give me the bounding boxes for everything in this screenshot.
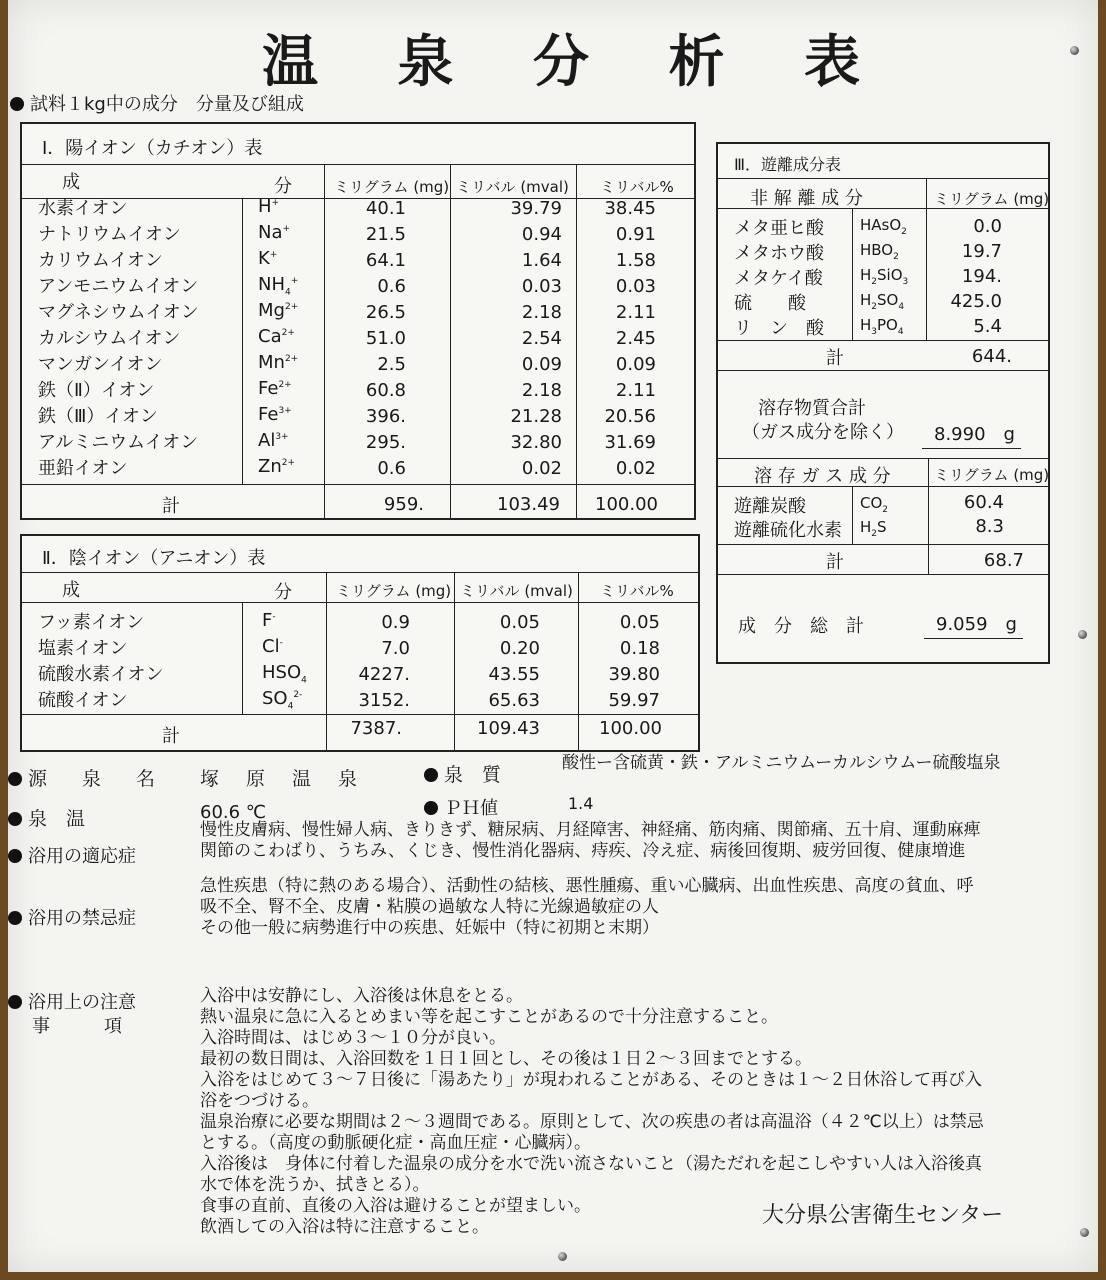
ion-name: カルシウムイオン — [38, 328, 181, 349]
ion-formula: H+ — [258, 196, 280, 217]
dissolved-note: （ガス成分を除く） — [742, 422, 904, 443]
spring-temp-value: 60.6 ℃ — [200, 802, 267, 823]
text-line: その他一般に病勢進行中の疾患、妊娠中（特に初期と末期） — [200, 918, 659, 938]
screw — [1078, 630, 1087, 639]
value-pct: 0.05 — [619, 612, 660, 633]
ion-name: 亜鉛イオン — [38, 458, 128, 479]
header-mg: ミリグラム (mg) — [334, 178, 450, 196]
value-mval: 0.05 — [499, 612, 540, 633]
indications-label-row: 浴用の適応症 — [8, 842, 136, 868]
value-mg: 0.0 — [973, 216, 1002, 237]
header-component: 成 — [62, 172, 80, 193]
value-mg: 5.4 — [973, 316, 1002, 337]
ion-name: マグネシウムイオン — [38, 302, 199, 323]
value-pct: 59.97 — [608, 690, 660, 711]
value-mval: 2.54 — [521, 328, 562, 349]
total-pct: 100.00 — [595, 494, 658, 515]
formula: $CO_2$ — [860, 494, 889, 515]
value-mg: 396. — [365, 406, 406, 427]
value-pct: 38.45 — [604, 198, 656, 219]
value-mval: 0.02 — [521, 458, 562, 479]
value-mg: 21.5 — [365, 224, 406, 245]
value-mval: 65.63 — [488, 690, 540, 711]
value-mval: 1.64 — [521, 250, 562, 271]
indications-text — [200, 820, 981, 862]
ion-formula: $Mg^{2+}$ — [258, 300, 299, 321]
text-line: 浴をつづける。 — [200, 1091, 319, 1111]
ion-name: 水素イオン — [38, 198, 128, 219]
value-mval: 0.20 — [499, 638, 540, 659]
anion-table — [20, 534, 700, 752]
spring-quality-value: 酸性ー含硫黄・鉄・アルミニウムーカルシウムー硫酸塩泉 — [562, 753, 1001, 773]
ion-formula: $Mn^{2+}$ — [258, 352, 299, 373]
value-mg: 26.5 — [365, 302, 406, 323]
value-mval: 2.18 — [521, 380, 562, 401]
source-name-value: 塚 原 温 泉 — [200, 768, 362, 790]
issuer: 大分県公害衛生センター — [762, 1203, 1004, 1228]
text-line: 入浴をはじめて３～７日後に「湯あたり」が現われることがある、そのときは１～２日休浴して再び入 — [200, 1070, 982, 1090]
value-mval: 43.55 — [488, 664, 540, 685]
value-mval: 0.94 — [521, 224, 562, 245]
value-mg: 0.9 — [381, 612, 410, 633]
cautions-label-2: 事 項 — [32, 1016, 122, 1037]
component-name: メタホウ酸 — [734, 243, 824, 264]
ph-row: ＰＨ値 — [424, 794, 498, 820]
formula: $H_2SO_4$ — [860, 291, 905, 312]
free-heading: Ⅲ．遊離成分表 — [734, 155, 842, 174]
ion-name: 鉄（Ⅲ）イオン — [38, 406, 158, 427]
value-pct: 39.80 — [608, 664, 660, 685]
ph-value: 1.4 — [568, 794, 594, 813]
value-mg: 3152. — [358, 690, 410, 711]
ion-name: 硫酸水素イオン — [38, 664, 164, 685]
contraindications-text — [200, 876, 974, 939]
text-line: とする。（高度の動脈硬化症・高血圧症・心臓病）。 — [200, 1133, 591, 1153]
ion-name: マンガンイオン — [38, 354, 163, 375]
gas-total: 68.7 — [983, 550, 1024, 571]
ion-name: アンモニウムイオン — [38, 276, 199, 297]
screw — [1080, 1228, 1089, 1237]
text-line: 温泉治療に必要な期間は２～３週間である。原則として、次の疾患の者は高温浴（４２℃以上）は禁忌 — [200, 1112, 984, 1132]
ion-formula: $Fe^{3+}$ — [258, 404, 292, 425]
gas-name: 遊離炭酸 — [734, 496, 806, 517]
formula: $H_2S$ — [860, 518, 887, 539]
bullet-icon — [10, 97, 24, 111]
ion-formula: F- — [262, 610, 276, 631]
component-name: 硫 酸 — [734, 293, 806, 314]
value-mg: 19.7 — [961, 241, 1002, 262]
header-component: 分 — [274, 582, 292, 603]
nondissociated-header: 非 解 離 成 分 — [750, 188, 863, 209]
ion-name: 硫酸イオン — [38, 690, 128, 711]
screw — [558, 1252, 567, 1261]
dissolved-value: 8.990 g — [922, 420, 1021, 449]
value-mg: 0.6 — [377, 276, 406, 297]
value-mg: 64.1 — [365, 250, 406, 271]
gas-header: 溶 存 ガ ス 成 分 — [754, 466, 891, 487]
value-mg: 7.0 — [381, 638, 410, 659]
value-mg: 8.3 — [975, 516, 1004, 537]
source-name-row: 源 泉 名 — [8, 764, 163, 791]
value-pct: 0.02 — [615, 458, 656, 479]
value-mval: 39.79 — [510, 198, 562, 219]
value-mg: 40.1 — [365, 198, 406, 219]
value-mval: 2.18 — [521, 302, 562, 323]
value-mg: 60.4 — [963, 492, 1004, 513]
ion-name: 鉄（Ⅱ）イオン — [38, 380, 155, 401]
bullet-icon — [424, 768, 438, 782]
grand-total-value: 9.059 g — [924, 610, 1023, 639]
header-component: 分 — [274, 176, 292, 197]
formula: $H_2SiO_3$ — [860, 266, 909, 287]
ion-name: アルミニウムイオン — [38, 432, 199, 453]
dissolved-label: 溶存物質合計 — [758, 398, 866, 419]
value-mg: 4227. — [358, 664, 410, 685]
text-line: 水で体を洗うか、拭きとる）。 — [200, 1175, 430, 1195]
free-components-table — [716, 142, 1050, 664]
header-mval-pct: ミリバル% — [600, 178, 674, 196]
value-pct: 2.45 — [615, 328, 656, 349]
value-pct: 1.58 — [615, 250, 656, 271]
text-line: 入浴後は 身体に付着した温泉の成分を水で洗い流さないこと（湯ただれを起こしやすい人は入浴後真 — [200, 1154, 982, 1174]
text-line: 吸不全、腎不全、皮膚・粘膜の過敏な人特に光線過敏症の人 — [200, 897, 659, 917]
value-mg: 60.8 — [365, 380, 406, 401]
value-mg: 0.6 — [377, 458, 406, 479]
value-pct: 0.18 — [619, 638, 660, 659]
bullet-icon — [8, 911, 22, 925]
ion-formula: Cl- — [262, 636, 283, 657]
cation-table — [20, 122, 696, 520]
total-mg: 7387. — [350, 718, 402, 739]
ion-name: ナトリウムイオン — [38, 224, 181, 245]
value-mg: 425.0 — [950, 291, 1002, 312]
cautions-label-row: 浴用上の注意 — [8, 988, 136, 1014]
header-mg: ミリグラム (mg) — [336, 582, 452, 600]
text-line: 最初の数日間は、入浴回数を１日１回とし、その後は１日２～３回までとする。 — [200, 1049, 812, 1069]
total-mval: 109.43 — [477, 718, 540, 739]
grand-total-label: 成 分 総 計 — [738, 616, 864, 637]
text-line: 関節のこわばり、うちみ、くじき、慢性消化器病、痔疾、冷え症、病後回復期、疲労回復、健康増進 — [200, 841, 966, 861]
value-pct: 0.91 — [615, 224, 656, 245]
component-name: メタ亜ヒ酸 — [734, 218, 824, 239]
component-name: メタケイ酸 — [734, 268, 823, 289]
value-pct: 31.69 — [604, 432, 656, 453]
value-pct: 2.11 — [615, 302, 656, 323]
header-mval: ミリバル (mval) — [460, 582, 573, 600]
ion-name: 塩素イオン — [38, 638, 128, 659]
contraindications-label-row: 浴用の禁忌症 — [8, 904, 136, 930]
ion-formula: $HSO_4$ — [262, 662, 307, 686]
value-mg: 295. — [365, 432, 406, 453]
mg-header: ミリグラム (mg) — [934, 190, 1050, 208]
component-name: リ ン 酸 — [734, 318, 824, 339]
free-total: 644. — [971, 346, 1012, 367]
text-line: 食事の直前、直後の入浴は避けることが望ましい。 — [200, 1196, 591, 1216]
value-pct: 0.09 — [615, 354, 656, 375]
formula: $HBO_2$ — [860, 241, 899, 262]
bullet-icon — [424, 801, 438, 815]
value-mval: 0.03 — [521, 276, 562, 297]
value-mg: 2.5 — [377, 354, 406, 375]
ion-formula: $Fe^{2+}$ — [258, 378, 292, 399]
ion-name: カリウムイオン — [38, 250, 163, 271]
ion-name: フッ素イオン — [38, 612, 145, 633]
header-mval-pct: ミリバル% — [600, 582, 674, 600]
screw — [1070, 46, 1079, 55]
spring-temp-row: 泉 温 — [8, 804, 85, 831]
header-component: 成 — [62, 580, 80, 601]
ion-formula: $Ca^{2+}$ — [258, 326, 295, 347]
value-pct: 20.56 — [604, 406, 656, 427]
ion-formula: $Zn^{2+}$ — [258, 456, 296, 477]
gas-total-label: 計 — [826, 552, 844, 573]
total-pct: 100.00 — [599, 718, 662, 739]
header-mval: ミリバル (mval) — [456, 178, 569, 196]
gas-mg-header: ミリグラム (mg) — [934, 466, 1050, 484]
value-mval: 32.80 — [510, 432, 562, 453]
text-line: 入浴時間は、はじめ３～１０分が良い。 — [200, 1028, 506, 1048]
total-mg: 959. — [383, 494, 424, 515]
cation-heading: Ⅰ．陽イオン（カチオン）表 — [42, 138, 263, 159]
total-label: 計 — [162, 726, 180, 747]
anion-heading: Ⅱ．陰イオン（アニオン）表 — [42, 548, 266, 569]
text-line: 慢性皮膚病、慢性婦人病、きりきず、糖尿病、月経障害、神経痛、筋肉痛、関節痛、五十肩、運動麻痺 — [200, 820, 981, 840]
value-mval: 21.28 — [510, 406, 562, 427]
formula: HAsO$_2$ — [860, 216, 907, 237]
bullet-icon — [8, 812, 22, 826]
ion-formula: K+ — [258, 248, 278, 269]
ion-formula: Na+ — [258, 222, 291, 243]
value-pct: 0.03 — [615, 276, 656, 297]
page-title: 温 泉 分 析 表 — [262, 29, 890, 95]
text-line: 入浴中は安静にし、入浴後は休息をとる。 — [200, 986, 523, 1006]
spring-quality-row: 泉 質 — [424, 760, 501, 787]
formula: $H_3PO_4$ — [860, 316, 904, 337]
ion-formula: $SO_4^{2-}$ — [262, 688, 303, 712]
value-pct: 2.11 — [615, 380, 656, 401]
total-mval: 103.49 — [497, 494, 560, 515]
gas-name: 遊離硫化水素 — [734, 520, 842, 541]
bullet-icon — [8, 772, 22, 786]
bullet-icon — [8, 995, 22, 1009]
bullet-icon — [8, 849, 22, 863]
value-mg: 194. — [961, 266, 1002, 287]
text-line: 熱い温泉に急に入るとめまい等を起こすことがあるので十分注意すること。 — [200, 1007, 778, 1027]
text-line: 急性疾患（特に熱のある場合）、活動性の結核、悪性腫瘍、重い心臓病、出血性疾患、高度の貧血、呼 — [200, 876, 974, 896]
subtitle: 試料１kg中の成分 分量及び組成 — [10, 90, 304, 116]
total-label: 計 — [826, 348, 844, 369]
ion-formula: $Al^{3+}$ — [258, 430, 289, 451]
value-mg: 51.0 — [365, 328, 406, 349]
value-mval: 0.09 — [521, 354, 562, 375]
total-label: 計 — [162, 496, 180, 517]
text-line: 飲酒しての入浴は特に注意すること。 — [200, 1217, 489, 1237]
ion-formula: $NH_4^+$ — [258, 274, 299, 298]
